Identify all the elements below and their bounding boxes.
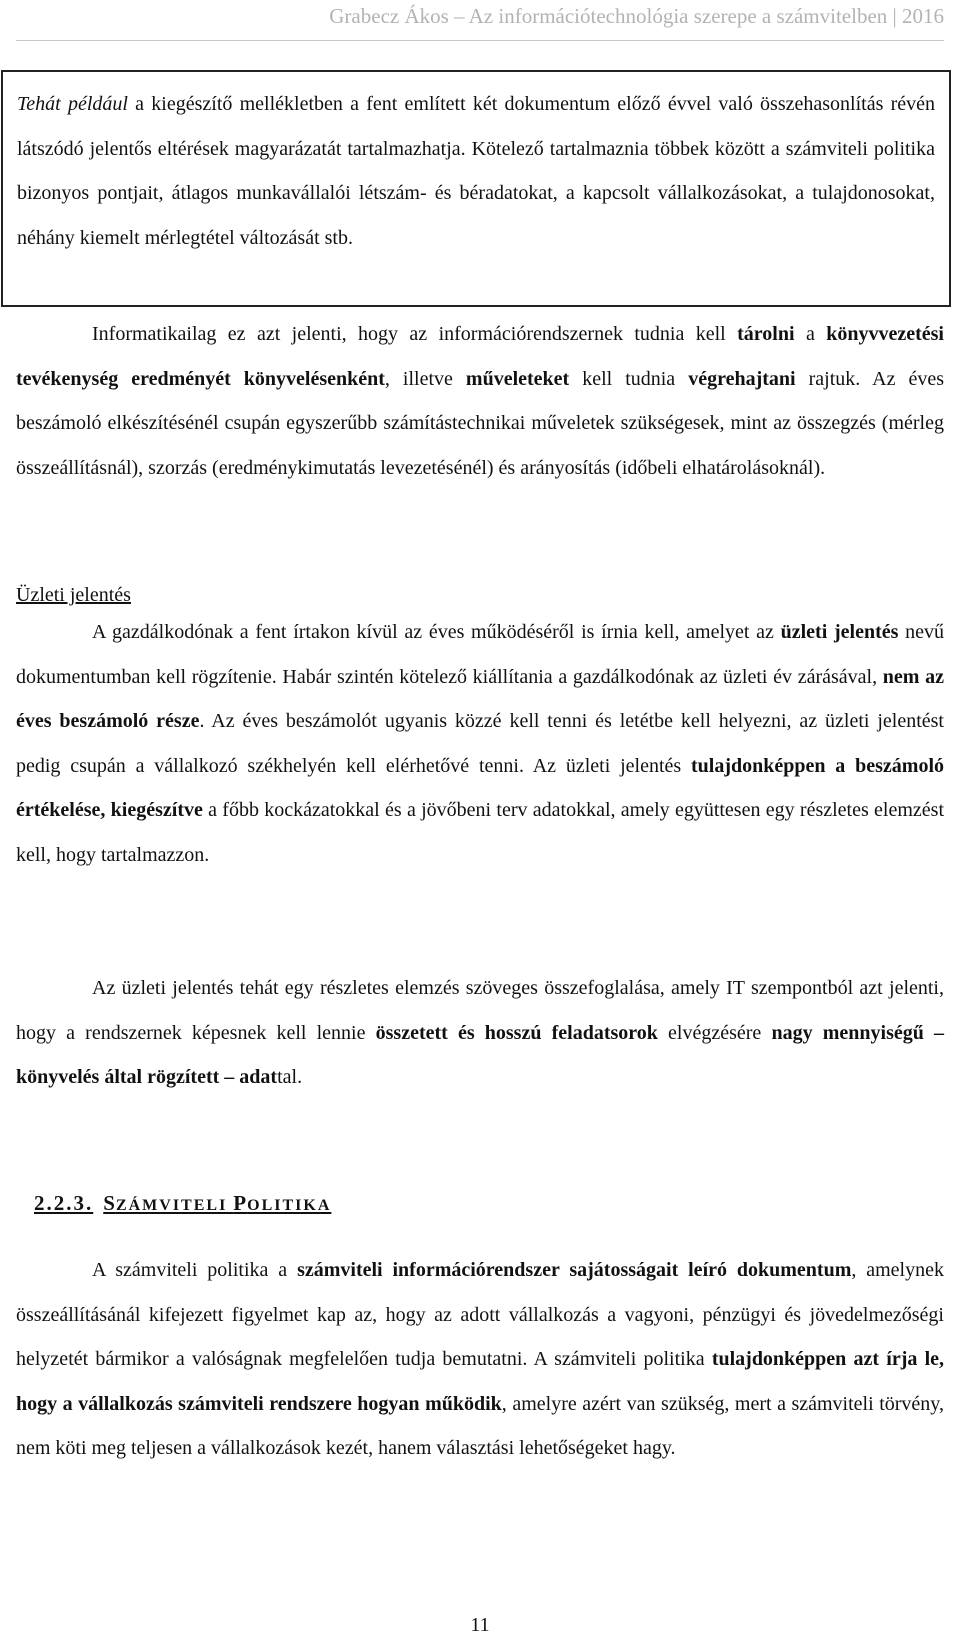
- boxed-paragraph: [17, 82, 935, 260]
- text-run: a: [794, 323, 827, 345]
- bold-run: számviteli információrendszer sajátosságait leíró dokumentum: [297, 1259, 852, 1281]
- paragraph: [16, 1248, 944, 1471]
- text-run: elvégzésére: [657, 1021, 772, 1044]
- bold-run: tulajdonképpen a beszámoló értékelése, kiegészítve: [16, 754, 945, 821]
- header-divider: [16, 40, 944, 41]
- text-run: rajtuk. Az éves beszámoló elkészítésénél csupán egyszerűbb számítástechnikai műveletek szükségesek, mint az összegzés (mérleg összeállításnál), szorzás (eredménykimutatás levezetésénél) és arányosítás (időbeli elhatárolásoknál).: [16, 367, 944, 479]
- running-header: Grabecz Ákos – Az információtechnológia szerepe a számvitelben | 2016: [329, 4, 944, 28]
- section-title-cap: P: [233, 1191, 248, 1215]
- paragraph: [16, 610, 944, 877]
- subheading-business-report: Üzleti jelentés: [16, 584, 131, 606]
- paragraph-accounting-policy: [16, 1248, 944, 1471]
- bold-run: könyvvezetési tevékenység eredményét könyvelésenként: [16, 323, 944, 390]
- text-run: a főbb kockázatokkal és a jövőbeni terv adatokkal, amely együttesen egy részletes elemzést kell, hogy tartalmazzon.: [16, 799, 944, 866]
- bold-run: nagy mennyiségű – könyvelés által rögzített – adat: [16, 1021, 945, 1088]
- paragraph-it-summary: [16, 966, 944, 1100]
- text-run: tal.: [277, 1066, 303, 1088]
- bold-run: műveleteket: [465, 367, 570, 390]
- bold-run: nem az éves beszámoló része: [16, 665, 944, 732]
- text-run: Az üzleti jelentés tehát egy részletes elemzés szöveges összefoglalása, amely IT szempontból azt jelenti, hogy a rendszernek képesnek kell lennie: [16, 977, 944, 1044]
- section-title-smallcaps: OLITIKA: [247, 1197, 332, 1214]
- section-heading: [34, 1188, 331, 1221]
- text-run: A gazdálkodónak a fent írtakon kívül az éves működéséről is írnia kell, amelyet az: [92, 621, 781, 643]
- section-title-smallcaps: ZÁMVITELI: [115, 1197, 234, 1214]
- text-run: , illetve: [384, 367, 466, 390]
- section-title-cap: S: [103, 1191, 116, 1215]
- text-run: a kiegészítő mellékletben a fent említett két dokumentum előző évvel való összehasonlítás révén látszódó jelentős eltérések magyarázatát tartalmazhatja. Kötelező tartalmaznia többek között a számviteli politika bizonyos pontjait, átlagos munkavállalói létszám- és béradatokat, a kapcsolt vállalkozásokat, a tulajdonosokat, néhány kiemelt mérlegtétel változását stb.: [17, 93, 936, 249]
- page-number: 11: [470, 1614, 490, 1636]
- text-run: kell tudnia: [569, 367, 689, 390]
- boxed-note: [1, 70, 951, 307]
- bold-run: végrehajtani: [688, 367, 796, 390]
- bold-run: üzleti jelentés: [780, 621, 899, 643]
- italic-lead: Tehát például: [17, 93, 128, 115]
- text-run: . Az éves beszámolót ugyanis közzé kell tenni és letétbe kell helyezni, az üzleti jelentést pedig csupán a vállalkozó székhelyén kell elérhetővé tenni. Az üzleti jelentés: [16, 710, 944, 777]
- paragraph: [16, 312, 944, 490]
- paragraph-informatics: [16, 312, 944, 490]
- text-run: A számviteli politika a: [92, 1259, 298, 1281]
- section-number: 2.2.3.: [34, 1191, 94, 1215]
- bold-run: tulajdonképpen azt írja le, hogy a vállalkozás számviteli rendszere hogyan működik: [16, 1348, 945, 1415]
- text-run: , amelynek összeállításánál kifejezett figyelmet kap az, hogy az adott vállalkozás a vagyoni, pénzügyi és jövedelmezőségi helyzetét bármikor a valóságnak megfelelően tudja bemutatni. A számviteli politika: [16, 1259, 944, 1370]
- paragraph-business-report: [16, 610, 944, 877]
- text-run: nevű dokumentumban kell rögzítenie. Habár szintén kötelező kiállítania a gazdálkodónak az üzleti év zárásával,: [16, 621, 944, 688]
- bold-run: tárolni: [737, 323, 795, 345]
- paragraph: [16, 966, 944, 1100]
- text-run: , amelyre azért van szükség, mert a számviteli törvény, nem köti meg teljesen a vállalkozások kezét, hanem választási lehetőségeket hagy.: [16, 1392, 944, 1459]
- bold-run: összetett és hosszú feladatsorok: [375, 1021, 658, 1044]
- text-run: Informatikailag ez azt jelenti, hogy az információrendszernek tudnia kell: [92, 323, 738, 345]
